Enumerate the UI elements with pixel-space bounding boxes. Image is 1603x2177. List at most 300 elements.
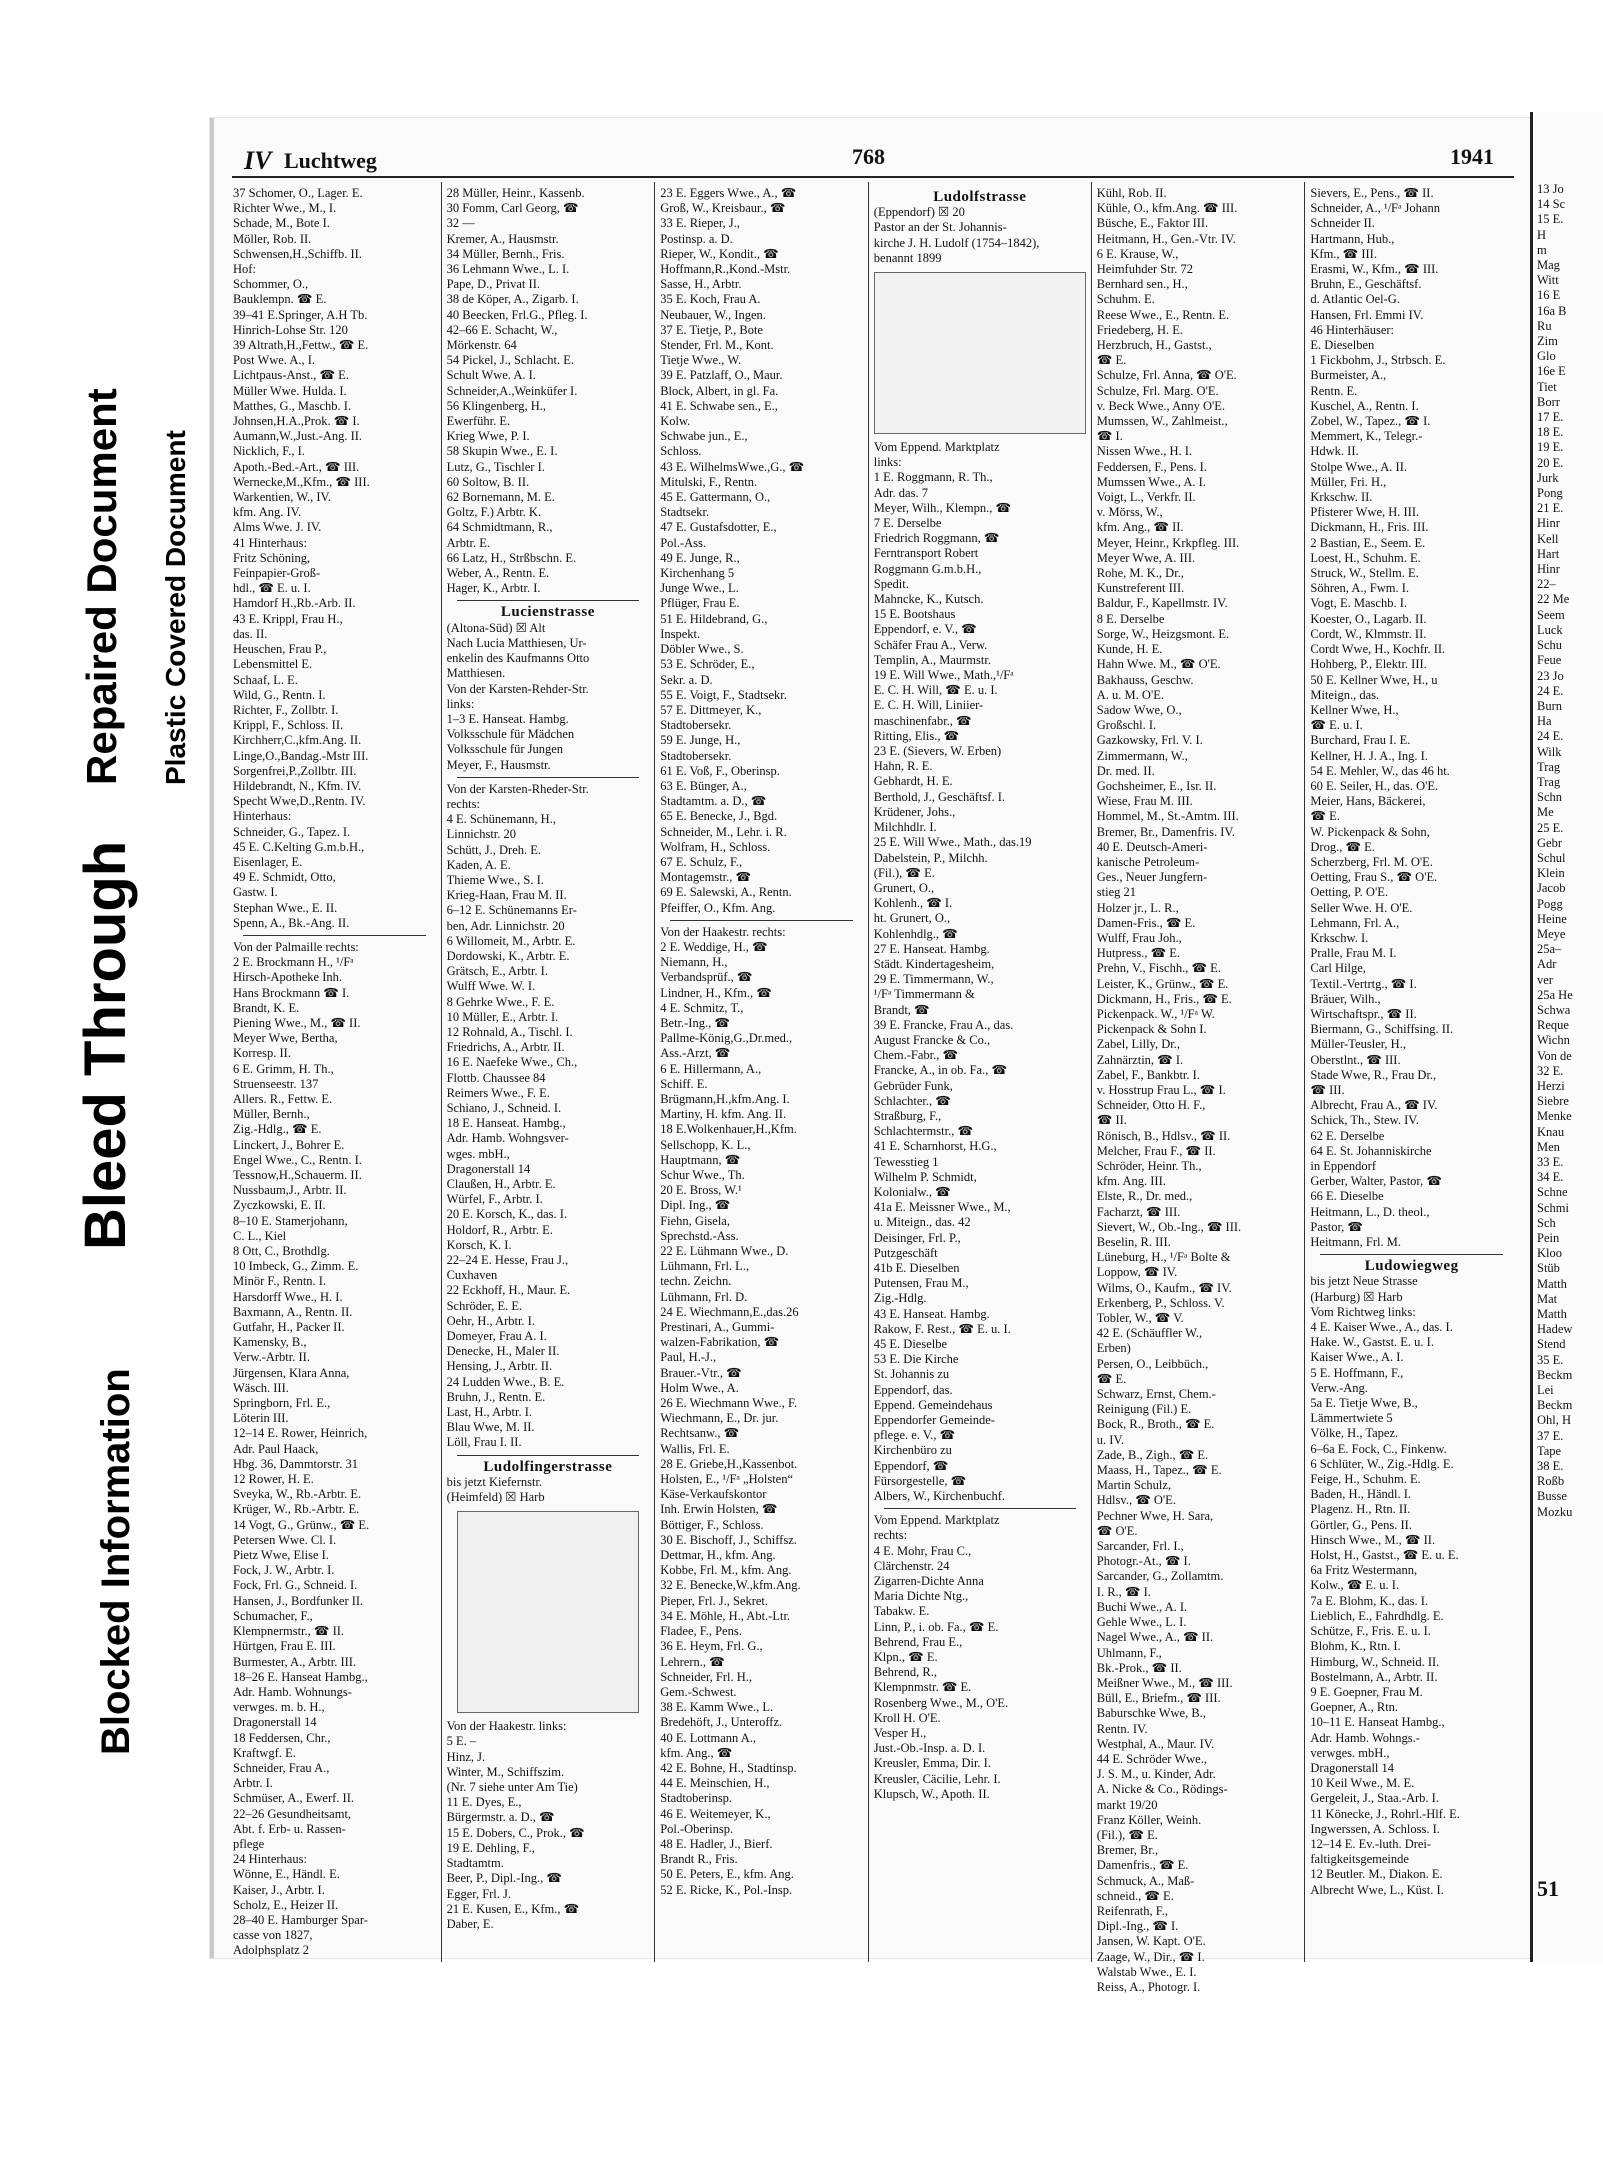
column-4 bbox=[869, 182, 1092, 1962]
directory-entry: Prehn, V., Fischh., ☎ E. bbox=[1096, 961, 1221, 976]
directory-entry: Wilms, O., Kaufm., ☎ IV. bbox=[1096, 1280, 1232, 1295]
edge-entry: Me bbox=[1537, 805, 1554, 820]
directory-entry: Döbler Wwe., S. bbox=[660, 642, 744, 657]
directory-entry: Schloss. bbox=[660, 444, 702, 459]
directory-entry: 22 E. Lühmann Wwe., D. bbox=[660, 1244, 789, 1259]
directory-entry: Kolw. bbox=[660, 414, 691, 429]
directory-entry: v. Mörss, W., bbox=[1096, 505, 1163, 520]
directory-entry: Kobbe, Frl. M., kfm. Ang. bbox=[660, 1563, 792, 1578]
edge-entry: 25a He bbox=[1537, 987, 1573, 1002]
edge-entry: Kell bbox=[1537, 531, 1559, 546]
directory-entry: Von der Haakestr. rechts: bbox=[660, 924, 786, 939]
directory-entry: 32 — bbox=[446, 216, 475, 231]
edge-entry: H bbox=[1537, 227, 1547, 242]
directory-entry: Facharzt, ☎ III. bbox=[1096, 1204, 1181, 1219]
edge-entry: Ohl, H bbox=[1537, 1413, 1572, 1428]
directory-entry: 47 E. Gustafsdotter, E., bbox=[660, 520, 777, 535]
adjacent-page-lines bbox=[1537, 182, 1573, 1520]
label-repaired-document: Repaired Document bbox=[78, 388, 125, 785]
edge-entry: Luck bbox=[1537, 622, 1563, 637]
directory-entry: ☎ E. bbox=[1096, 1371, 1127, 1386]
edge-entry: 32 E. bbox=[1537, 1063, 1564, 1078]
directory-entry: 34 Müller, Bernh., Fris. bbox=[446, 246, 565, 261]
edge-entry: m bbox=[1537, 242, 1547, 257]
directory-entry: Denecke, H., Maler II. bbox=[446, 1344, 560, 1359]
directory-entry: Neubauer, W., Ingen. bbox=[660, 307, 766, 322]
directory-entry: Krüger, W., Rb.-Arbtr. E. bbox=[233, 1502, 360, 1517]
directory-entry: 63 E. Bünger, A., bbox=[660, 778, 747, 793]
directory-entry: 49 E. Schmidt, Otto, bbox=[233, 870, 336, 885]
directory-entry: Löterin III. bbox=[233, 1411, 289, 1426]
directory-entry: E. C. H. Will, Liniier- bbox=[873, 698, 984, 713]
directory-entry: Hinrich-Lohse Str. 120 bbox=[233, 322, 348, 337]
directory-entry: Holdorf, R., Arbtr. E. bbox=[446, 1222, 553, 1237]
directory-entry: 12 Beutler. M., Diakon. E. bbox=[1310, 1867, 1443, 1882]
directory-entry: 42 E. Bohne, H., Stadtinsp. bbox=[660, 1760, 797, 1775]
directory-entry: 64 Schmidtmann, R., bbox=[446, 520, 553, 535]
directory-entry: 6 E. Hillermann, A., bbox=[660, 1061, 762, 1076]
edge-entry: Gebr bbox=[1537, 835, 1562, 850]
directory-entry: Käse-Verkaufskontor bbox=[660, 1487, 767, 1502]
directory-entry: 24 Ludden Wwe., B. E. bbox=[446, 1374, 565, 1389]
directory-entry: Biermann, G., Schiffsing. II. bbox=[1310, 1022, 1454, 1037]
edge-entry: Feue bbox=[1537, 653, 1562, 668]
year: 1941 bbox=[1450, 144, 1494, 169]
directory-entry: Pape, D., Privat II. bbox=[446, 277, 540, 292]
directory-entry: Stade Wwe, R., Frau Dr., bbox=[1310, 1067, 1437, 1082]
directory-entry: Richter Wwe., M., I. bbox=[233, 201, 337, 216]
directory-entry: Meyer, Heinr., Krkpfleg. III. bbox=[1096, 535, 1240, 550]
directory-entry: 27 E. Hanseat. Hambg. bbox=[873, 941, 990, 956]
directory-entry: 45 E. C.Kelting G.m.b.H., bbox=[233, 839, 365, 854]
directory-entry: Montagemstr., ☎ bbox=[660, 870, 752, 885]
directory-entry: Wernecke,M.,Kfm., ☎ III. bbox=[233, 474, 370, 489]
directory-entry: Stadtamtm. a. D., ☎ bbox=[660, 794, 767, 809]
edge-entry: 16a B bbox=[1537, 303, 1567, 318]
columns bbox=[228, 182, 1518, 1994]
edge-entry: 38 E. bbox=[1537, 1459, 1564, 1474]
directory-entry: Erben) bbox=[1096, 1341, 1131, 1356]
directory-entry: Kaiser Wwe., A. I. bbox=[1310, 1350, 1404, 1365]
directory-entry: (Heimfeld) ☒ Harb bbox=[446, 1490, 545, 1505]
edge-entry: 16e E bbox=[1537, 364, 1566, 379]
directory-entry: Eisenlager, E. bbox=[233, 854, 303, 869]
directory-entry: Tabakw. E. bbox=[873, 1604, 930, 1619]
directory-entry: Prestinari, A., Gummi- bbox=[660, 1320, 775, 1335]
directory-entry: Reifenrath, F., bbox=[1096, 1903, 1168, 1918]
directory-entry: Goltz, F.) Arbtr. K. bbox=[446, 505, 542, 520]
directory-entry: (Eppendorf) ☒ 20 bbox=[873, 205, 965, 220]
directory-entry: Würfel, F., Arbtr. I. bbox=[446, 1192, 543, 1207]
directory-entry: Vogt, E. Maschb. I. bbox=[1310, 596, 1408, 611]
directory-entry: techn. Zeichn. bbox=[660, 1274, 732, 1289]
edge-entry: Stend bbox=[1537, 1337, 1566, 1352]
directory-entry: Gergeleit, J., Staa.-Arb. I. bbox=[1310, 1791, 1439, 1806]
directory-entry: Klupsch, W., Apoth. II. bbox=[873, 1786, 990, 1801]
directory-entry: Beer, P., Dipl.-Ing., ☎ bbox=[446, 1871, 562, 1886]
directory-entry: Textil.-Vertrtg., ☎ I. bbox=[1310, 976, 1417, 991]
directory-entry: 41a E. Meissner Wwe., M., bbox=[873, 1200, 1011, 1215]
directory-entry: Kolw., ☎ E. u. I. bbox=[1310, 1578, 1400, 1593]
edge-entry: 22 Me bbox=[1537, 592, 1570, 607]
directory-entry: ☎ O'E. bbox=[1096, 1523, 1138, 1538]
directory-entry: kfm. Ang. III. bbox=[1096, 1174, 1166, 1189]
directory-entry: 24 Hinterhaus: bbox=[233, 1852, 307, 1867]
edge-entry: Meye bbox=[1537, 926, 1566, 941]
directory-entry: Pickenpack & Sohn I. bbox=[1096, 1022, 1207, 1037]
directory-entry: 49 E. Junge, R., bbox=[660, 550, 740, 565]
directory-entry: Gehle Wwe., L. I. bbox=[1096, 1615, 1187, 1630]
directory-entry: 10 Keil Wwe., M. E. bbox=[1310, 1776, 1415, 1791]
directory-entry: Baden, H., Händl. I. bbox=[1310, 1487, 1412, 1502]
directory-entry: Hdlsv., ☎ O'E. bbox=[1096, 1493, 1176, 1508]
directory-entry: Gebhardt, H. E. bbox=[873, 774, 953, 789]
directory-entry: Zimmermann, W., bbox=[1096, 748, 1188, 763]
edge-entry: Hinr bbox=[1537, 516, 1560, 531]
directory-entry: 62 Bornemann, M. E. bbox=[446, 490, 555, 505]
directory-entry: 1 E. Roggmann, R. Th., bbox=[873, 470, 993, 485]
edge-entry: 25a– bbox=[1537, 942, 1562, 957]
directory-entry: walzen-Fabrikation, ☎ bbox=[660, 1335, 780, 1350]
directory-entry: Oetting, P. O'E. bbox=[1310, 885, 1388, 900]
directory-entry: Verw.-Ang. bbox=[1310, 1380, 1368, 1395]
directory-entry: Schuhm. E. bbox=[1096, 292, 1155, 307]
edge-entry: 16 E bbox=[1537, 288, 1561, 303]
edge-entry: Hadew bbox=[1537, 1322, 1573, 1337]
directory-entry: 26 E. Wiechmann Wwe., F. bbox=[660, 1396, 798, 1411]
header-street: Luchtweg bbox=[284, 148, 377, 173]
directory-entry: Mahncke, K., Kutsch. bbox=[873, 592, 984, 607]
directory-entry: Zobel, W., Tapez., ☎ I. bbox=[1310, 414, 1431, 429]
street-map bbox=[874, 272, 1086, 434]
edge-entry: 23 Jo bbox=[1537, 668, 1564, 683]
directory-entry: Bruhn, E., Geschäftsf. bbox=[1310, 277, 1422, 292]
directory-entry: Heitmann, H., Gen.-Vtr. IV. bbox=[1096, 231, 1236, 246]
directory-entry: Schneider II. bbox=[1310, 216, 1375, 231]
directory-entry: Eppendorf, e. V., ☎ bbox=[873, 622, 977, 637]
directory-entry: Hauptmann, ☎ bbox=[660, 1152, 741, 1167]
street-heading: Ludolfingerstrasse bbox=[483, 1458, 613, 1475]
side-labels bbox=[0, 0, 240, 2177]
directory-entry: Kirchherr,C.,kfm.Ang. II. bbox=[233, 733, 362, 748]
directory-entry: Dettmar, H., kfm. Ang. bbox=[660, 1548, 776, 1563]
directory-entry: Schult Wwe. A. I. bbox=[446, 368, 536, 383]
page-header bbox=[232, 140, 1514, 178]
directory-entry: Daber, E. bbox=[446, 1916, 494, 1931]
directory-entry: 15 E. Dobers, C., Prok., ☎ bbox=[446, 1825, 585, 1840]
directory-entry: Rentn. IV. bbox=[1096, 1721, 1148, 1736]
directory-entry: Wulff Wwe. W. I. bbox=[446, 979, 536, 994]
directory-entry: 48 E. Hadler, J., Bierf. bbox=[660, 1836, 773, 1851]
edge-entry: 22– bbox=[1537, 577, 1556, 592]
directory-entry: Schur Wwe., Th. bbox=[660, 1168, 745, 1182]
directory-entry: J. S. M., u. Kinder, Adr. bbox=[1096, 1767, 1216, 1782]
directory-entry: Milchhdlr. I. bbox=[873, 820, 937, 835]
directory-entry: Seller Wwe. H. O'E. bbox=[1310, 900, 1413, 915]
directory-entry: Kamensky, B., bbox=[233, 1335, 307, 1350]
directory-entry: Miteign., das. bbox=[1310, 687, 1380, 702]
edge-entry: Roßb bbox=[1537, 1474, 1565, 1489]
edge-entry: Hinr bbox=[1537, 562, 1560, 577]
directory-entry: Martiny, H. kfm. Ang. II. bbox=[660, 1107, 787, 1122]
directory-entry: 22 Eckhoff, H., Maur. E. bbox=[446, 1283, 571, 1298]
edge-entry: Trag bbox=[1537, 774, 1561, 789]
directory-entry: Klempnermstr., ☎ II. bbox=[233, 1624, 345, 1639]
edge-entry: Tiet bbox=[1537, 379, 1557, 394]
directory-entry: Drog., ☎ E. bbox=[1310, 839, 1375, 854]
directory-entry: Sellschopp, K. L., bbox=[660, 1137, 751, 1152]
directory-entry: Koester, O., Lagarb. II. bbox=[1310, 611, 1427, 626]
directory-entry: Struck, W., Stellm. E. bbox=[1310, 566, 1419, 581]
adjacent-page-edge bbox=[1530, 112, 1603, 1962]
directory-entry: Erasmi, W., Kfm., ☎ III. bbox=[1310, 262, 1439, 277]
directory-entry: 23 E. Eggers Wwe., A., ☎ bbox=[660, 186, 797, 200]
directory-entry: Voigt, L., Verkfr. II. bbox=[1096, 490, 1196, 505]
directory-entry: Linnichstr. 20 bbox=[446, 827, 517, 842]
directory-entry: Blohm, K., Rtn. I. bbox=[1310, 1639, 1401, 1654]
directory-entry: A. Nicke & Co., Rödings- bbox=[1096, 1782, 1228, 1797]
section-divider bbox=[457, 1455, 640, 1456]
edge-entry: 19 E. bbox=[1537, 440, 1564, 455]
directory-entry: Schwabe jun., E., bbox=[660, 429, 748, 444]
directory-entry: Friedeberg, H. E. bbox=[1096, 322, 1183, 337]
directory-entry: 33 E. Rieper, J., bbox=[660, 216, 740, 231]
edge-entry: 35 E. bbox=[1537, 1352, 1564, 1367]
directory-entry: Warkentien, W., IV. bbox=[233, 490, 332, 505]
directory-entry: Sievert, W., Ob.-Ing., ☎ III. bbox=[1096, 1219, 1242, 1234]
directory-entry: Sprechstd.-Ass. bbox=[660, 1228, 739, 1243]
edge-entry: Schne bbox=[1537, 1185, 1568, 1200]
directory-entry: stieg 21 bbox=[1096, 885, 1137, 900]
directory-entry: Schneider, A., ¹/Fᵃ Johann bbox=[1310, 201, 1440, 216]
directory-entry: ¹/Fᵃ Timmermann & bbox=[873, 987, 975, 1002]
directory-entry: Schulze, Frl. Anna, ☎ O'E. bbox=[1096, 368, 1237, 383]
directory-entry: Hommel, M., St.-Amtm. III. bbox=[1096, 809, 1239, 824]
directory-entry: Friedrich Roggmann, ☎ bbox=[873, 531, 1000, 546]
directory-entry: 46 E. Weitemeyer, K., bbox=[660, 1806, 771, 1821]
directory-entry: Dipl.-Ing., ☎ I. bbox=[1096, 1919, 1179, 1934]
directory-entry: 6 E. Krause, W., bbox=[1096, 246, 1179, 261]
directory-entry: Postinsp. a. D. bbox=[660, 231, 733, 246]
directory-entry: Goepner, A., Rtn. bbox=[1310, 1700, 1399, 1715]
directory-entry: Stadtsekr. bbox=[660, 505, 710, 520]
directory-entry: Harsdorff Wwe., H. I. bbox=[233, 1289, 343, 1304]
directory-entry: Behrend, R., bbox=[873, 1665, 937, 1680]
directory-entry: markt 19/20 bbox=[1096, 1797, 1158, 1812]
directory-entry: 10 Müller, E., Arbtr. I. bbox=[446, 1009, 559, 1024]
directory-entry: ht. Grunert, O., bbox=[873, 911, 951, 926]
edge-entry: Mat bbox=[1537, 1291, 1558, 1306]
directory-entry: Hdwk. II. bbox=[1310, 444, 1359, 459]
directory-entry: Lehrern., ☎ bbox=[660, 1654, 725, 1669]
directory-entry: Rakow, F. Rest., ☎ E. u. I. bbox=[873, 1321, 1011, 1336]
directory-entry: Hbg. 36, Dammtorstr. 31 bbox=[233, 1456, 358, 1471]
edge-entry: Schwa bbox=[1537, 1002, 1571, 1017]
directory-entry: 19 E. Will Wwe., Math.,¹/Fᵃ bbox=[873, 668, 1014, 683]
directory-entry: Hahn, R. E. bbox=[873, 759, 933, 774]
edge-entry: Stüb bbox=[1537, 1261, 1560, 1276]
directory-entry: Oehr, H., Arbtr. I. bbox=[446, 1313, 535, 1328]
directory-entry: 66 E. Dieselbe bbox=[1310, 1189, 1384, 1204]
edge-entry: Pong bbox=[1537, 486, 1563, 501]
directory-entry: kfm. Ang. IV. bbox=[233, 505, 302, 520]
section-divider bbox=[1320, 1254, 1503, 1255]
directory-entry: Schneider, Frau A., bbox=[233, 1760, 330, 1775]
directory-entry: Fock, J. W., Arbtr. I. bbox=[233, 1563, 335, 1578]
directory-entry: Reiss, A., Photogr. I. bbox=[1096, 1979, 1201, 1994]
directory-entry: Arbtr. E. bbox=[446, 535, 490, 550]
directory-entry: kfm. Ang., ☎ II. bbox=[1096, 520, 1184, 535]
directory-entry: das. II. bbox=[233, 626, 268, 641]
directory-entry: 6a Fritz Westermann, bbox=[1310, 1563, 1418, 1578]
directory-entry: 66 Latz, H., Strßbschn. E. bbox=[446, 550, 577, 565]
edge-entry: Beckm bbox=[1537, 1367, 1573, 1382]
edge-entry: Jurk bbox=[1537, 470, 1559, 485]
directory-entry: Söhren, A., Fwm. I. bbox=[1310, 581, 1409, 596]
directory-entry: Ferntransport Robert bbox=[873, 546, 979, 561]
directory-entry: 4 E. Schmitz, T., bbox=[660, 1000, 744, 1015]
directory-entry: Krieg Wwe, P. I. bbox=[446, 429, 530, 444]
directory-entry: Johnsen,H.A.,Prok. ☎ I. bbox=[233, 414, 360, 429]
directory-entry: Bakhauss, Geschw. bbox=[1096, 672, 1194, 687]
directory-entry: Feddersen, F., Pens. I. bbox=[1096, 459, 1207, 474]
directory-entry: Last, H., Arbtr. I. bbox=[446, 1405, 533, 1420]
directory-entry: Pol.-Ass. bbox=[660, 535, 707, 550]
directory-entry: Tietje Wwe., W. bbox=[660, 353, 742, 368]
directory-entry: ☎ III. bbox=[1310, 1082, 1345, 1097]
directory-entry: verwges. m. b. H., bbox=[233, 1700, 325, 1715]
directory-entry: Görtler, G., Pens. II. bbox=[1310, 1517, 1412, 1532]
directory-entry: Eppendorf, ☎ bbox=[873, 1458, 949, 1473]
directory-entry: 6–6a E. Fock, C., Finkenw. bbox=[1310, 1441, 1447, 1456]
directory-entry: 35 E. Koch, Frau A. bbox=[660, 292, 761, 307]
directory-entry: Clärchenstr. 24 bbox=[873, 1558, 950, 1573]
directory-entry: Zade, B., Zigh., ☎ E. bbox=[1096, 1447, 1209, 1462]
directory-entry: Stadtobersekr. bbox=[660, 718, 732, 733]
directory-entry: Francke, A., in ob. Fa., ☎ bbox=[873, 1063, 1008, 1078]
directory-entry: Schade, M., Bote I. bbox=[233, 216, 330, 231]
directory-entry: Wilhelm P. Schmidt, bbox=[873, 1169, 977, 1184]
directory-entry: Fock, Frl. G., Schneid. I. bbox=[233, 1578, 358, 1593]
directory-entry: kfm. Ang., ☎ bbox=[660, 1745, 733, 1760]
directory-entry: 39 E. Patzlaff, O., Maur. bbox=[660, 368, 783, 383]
directory-entry: Arbtr. I. bbox=[233, 1776, 273, 1791]
directory-entry: 10–11 E. Hanseat Hambg., bbox=[1310, 1715, 1445, 1730]
directory-entry: Feige, H., Schuhm. E. bbox=[1310, 1472, 1421, 1487]
directory-entry: Chem.-Fabr., ☎ bbox=[873, 1048, 959, 1063]
directory-entry: 4 E. Kaiser Wwe., A., das. I. bbox=[1310, 1320, 1453, 1335]
directory-entry: Aumann,W.,Just.-Ang. II. bbox=[233, 429, 363, 444]
directory-entry: Adr. Hamb. Wohnungs- bbox=[233, 1684, 352, 1699]
directory-entry: Meyer Wwe, A. III. bbox=[1096, 550, 1196, 565]
directory-entry: Brandt R., Fris. bbox=[660, 1852, 738, 1867]
directory-entry: Dabelstein, P., Milchh. bbox=[873, 850, 988, 865]
directory-entry: Adr. Paul Haack, bbox=[233, 1441, 319, 1456]
directory-entry: Gerber, Walter, Pastor, ☎ bbox=[1310, 1174, 1442, 1189]
directory-entry: 50 E. Peters, E., kfm. Ang. bbox=[660, 1867, 794, 1882]
directory-entry: Reese Wwe., E., Rentn. E. bbox=[1096, 307, 1230, 322]
directory-entry: Heitmann, L., D. theol., bbox=[1310, 1204, 1430, 1219]
edge-entry: Tape bbox=[1537, 1443, 1562, 1458]
directory-entry: Korsch, K. I. bbox=[446, 1237, 512, 1252]
directory-entry: 43 E. Krippl, Frau H., bbox=[233, 611, 343, 626]
directory-entry: Elste, R., Dr. med., bbox=[1096, 1189, 1193, 1204]
directory-entry: Block, Albert, in gl. Fa. bbox=[660, 383, 779, 398]
edge-entry: ver bbox=[1537, 972, 1553, 987]
directory-entry: Zabel, Lilly, Dr., bbox=[1096, 1037, 1180, 1052]
directory-entry: Dordowski, K., Arbtr. E. bbox=[446, 948, 570, 963]
directory-entry: Uhlmann, F., bbox=[1096, 1645, 1162, 1660]
directory-entry: Kohlenhdlg., ☎ bbox=[873, 926, 958, 941]
directory-entry: 8 E. Derselbe bbox=[1096, 611, 1165, 626]
directory-entry: Burmester, A., Arbtr. III. bbox=[233, 1654, 357, 1669]
directory-entry: Schlachter., ☎ bbox=[873, 1093, 951, 1108]
directory-entry: 22–24 E. Hesse, Frau J., bbox=[446, 1253, 569, 1268]
directory-entry: Apoth.-Bed.-Art., ☎ III. bbox=[233, 459, 360, 474]
directory-entry: Zig.-Hdlg., ☎ E. bbox=[233, 1122, 322, 1137]
directory-entry: Klpn., ☎ E. bbox=[873, 1650, 938, 1665]
directory-entry: Wolfram, H., Schloss. bbox=[660, 839, 771, 854]
directory-entry: Vom Eppend. Marktplatz bbox=[873, 440, 1000, 455]
directory-entry: Kreusler, Emma, Dir. I. bbox=[873, 1756, 991, 1771]
edge-entry: Wichn bbox=[1537, 1033, 1570, 1048]
directory-entry: Memmert, K., Telegr.- bbox=[1310, 429, 1423, 444]
directory-entry: Holst, H., Gastst., ☎ E. u. E. bbox=[1310, 1548, 1459, 1563]
directory-entry: Schwensen,H.,Schiffb. II. bbox=[233, 246, 362, 261]
directory-entry: Deisinger, Frl. P., bbox=[873, 1230, 961, 1245]
directory-entry: Reinigung (Fil.) E. bbox=[1096, 1402, 1192, 1417]
directory-entry: Lebensmittel E. bbox=[233, 657, 313, 672]
directory-entry: 43 E. WilhelmsWwe.,G., ☎ bbox=[660, 459, 805, 474]
directory-entry: Linckert, J., Bohrer E. bbox=[233, 1137, 345, 1152]
directory-entry: Kirchenbüro zu bbox=[873, 1443, 952, 1458]
column-2 bbox=[442, 182, 656, 1962]
directory-entry: Von der Karsten-Rehder-Str. bbox=[446, 681, 589, 696]
directory-entry: 30 Fomm, Carl Georg, ☎ bbox=[446, 201, 579, 216]
directory-entry: Just.-Ob.-Insp. a. D. I. bbox=[873, 1741, 986, 1756]
directory-entry: Baburschke Wwe, B., bbox=[1096, 1706, 1206, 1721]
directory-entry: 18–26 E. Hanseat Hambg., bbox=[233, 1669, 368, 1684]
directory-entry: Meyer, F., Hausmstr. bbox=[446, 757, 551, 772]
edge-entry: 14 Sc bbox=[1537, 197, 1566, 212]
directory-entry: 22–26 Gesundheitsamt, bbox=[233, 1806, 352, 1821]
directory-entry: Bauklempn. ☎ E. bbox=[233, 292, 327, 307]
directory-entry: Wallis, Frl. E. bbox=[660, 1441, 730, 1456]
edge-entry: Herzi bbox=[1537, 1078, 1565, 1093]
edge-entry: 20 E. bbox=[1537, 455, 1564, 470]
directory-entry: Hake. W., Gastst. E. u. I. bbox=[1310, 1335, 1434, 1350]
directory-entry: hdl., ☎ E. u. I. bbox=[233, 581, 311, 596]
directory-entry: Lutz, G., Tischler I. bbox=[446, 459, 545, 474]
directory-entry: Holm Wwe., A. bbox=[660, 1380, 739, 1395]
directory-entry: Stolpe Wwe., A. II. bbox=[1310, 459, 1408, 474]
directory-entry: Berthold, J., Geschäftsf. I. bbox=[873, 789, 1006, 804]
directory-entry: 32 E. Benecke,W.,kfm.Ang. bbox=[660, 1578, 801, 1593]
directory-entry: E. Dieselben bbox=[1310, 338, 1375, 353]
directory-entry: 21 E. Kusen, E., Kfm., ☎ bbox=[446, 1901, 580, 1916]
directory-entry: Sarcander, Frl. I., bbox=[1096, 1539, 1184, 1554]
directory-entry: 41 E. Scharnhorst, H.G., bbox=[873, 1139, 997, 1154]
directory-entry: Meyer, Wilh., Klempn., ☎ bbox=[873, 500, 1012, 515]
edge-entry: Von de bbox=[1537, 1048, 1572, 1063]
directory-entry: Adr. Hamb. Wohngs.- bbox=[1310, 1730, 1420, 1745]
directory-entry: Kühle, O., kfm.Ang. ☎ III. bbox=[1096, 201, 1238, 216]
directory-entry: 28 Müller, Heinr., Kassenb. bbox=[446, 186, 585, 200]
directory-entry: 45 E. Dieselbe bbox=[873, 1337, 948, 1351]
directory-entry: 50 E. Kellner Wwe, H., u bbox=[1310, 672, 1438, 687]
directory-entry: Albers, W., Kirchenbuchf. bbox=[873, 1489, 1006, 1504]
directory-entry: Erkenberg, P., Schloss. V. bbox=[1096, 1295, 1225, 1310]
